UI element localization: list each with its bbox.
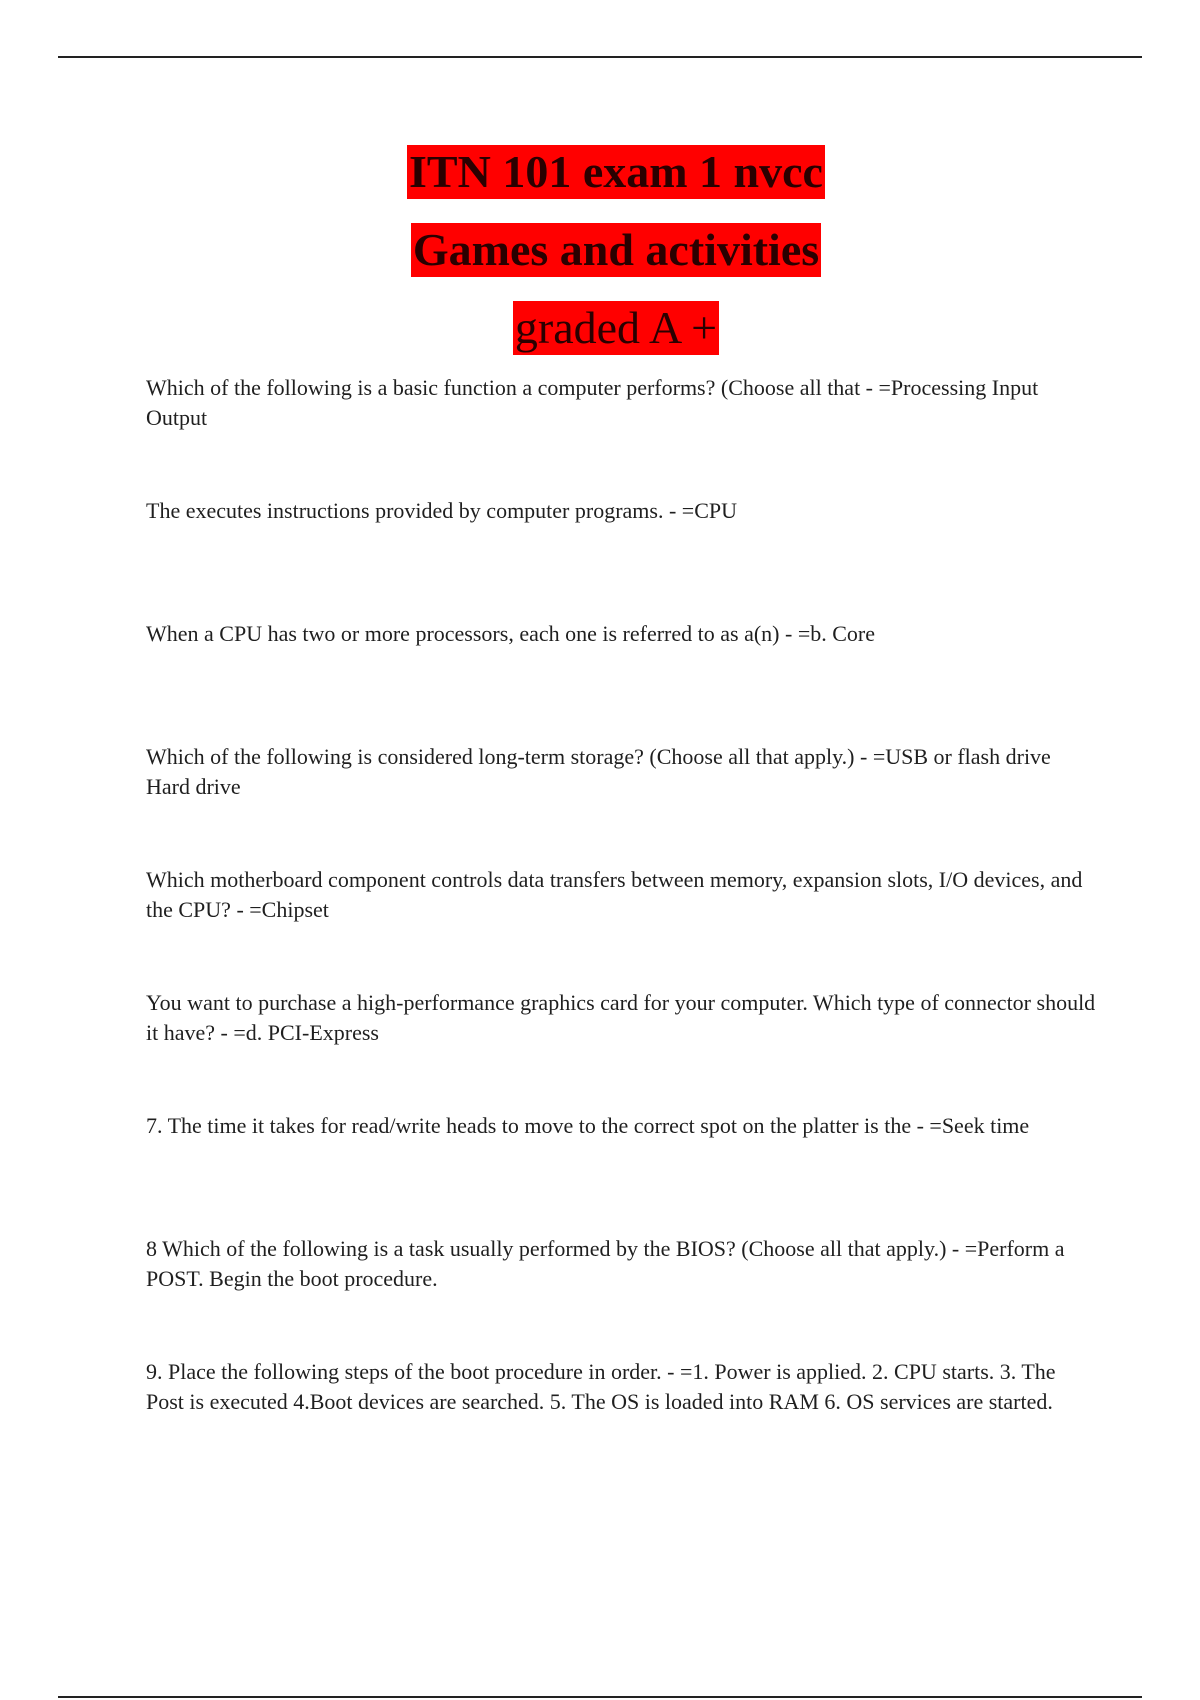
question-item: Which of the following is a basic function a computer performs? (Choose all that - =Processing Input Output	[146, 375, 1039, 430]
question-list	[146, 373, 1096, 1480]
top-rule	[58, 56, 1142, 58]
question-item: Which motherboard component controls data transfers between memory, expansion slots, I/O devices, and the CPU? - =Chipset	[146, 867, 1083, 922]
title-line-1	[0, 145, 1200, 223]
document-title	[0, 145, 1200, 379]
title-line-2	[0, 223, 1200, 301]
question-item: Which of the following is considered long-term storage? (Choose all that apply.) - =USB or flash drive Hard drive	[146, 744, 1051, 799]
question-item: You want to purchase a high-performance graphics card for your computer. Which type of connector should it have? - =d. PCI-Express	[146, 990, 1096, 1045]
title-text-2: Games and activities	[412, 224, 820, 275]
question-item: The executes instructions provided by computer programs. - =CPU	[146, 498, 738, 523]
title-text-3: graded A +	[514, 302, 718, 353]
title-line-3	[0, 301, 1200, 379]
question-item: When a CPU has two or more processors, each one is referred to as a(n) - =b. Core	[146, 621, 875, 646]
bottom-rule	[58, 1696, 1142, 1698]
question-item: 7. The time it takes for read/write heads to move to the correct spot on the platter is the - =Seek time	[146, 1113, 1030, 1138]
question-item: 8 Which of the following is a task usually performed by the BIOS? (Choose all that apply.) - =Perform a POST. Begin the boot procedure.	[146, 1236, 1065, 1291]
title-text-1: ITN 101 exam 1 nvcc	[409, 146, 823, 197]
question-item: 9. Place the following steps of the boot procedure in order. - =1. Power is applied. 2. CPU starts. 3. The Post is executed 4.Boot devices are searched. 5. The OS is loaded into RAM 6. OS services are started.	[146, 1359, 1056, 1414]
